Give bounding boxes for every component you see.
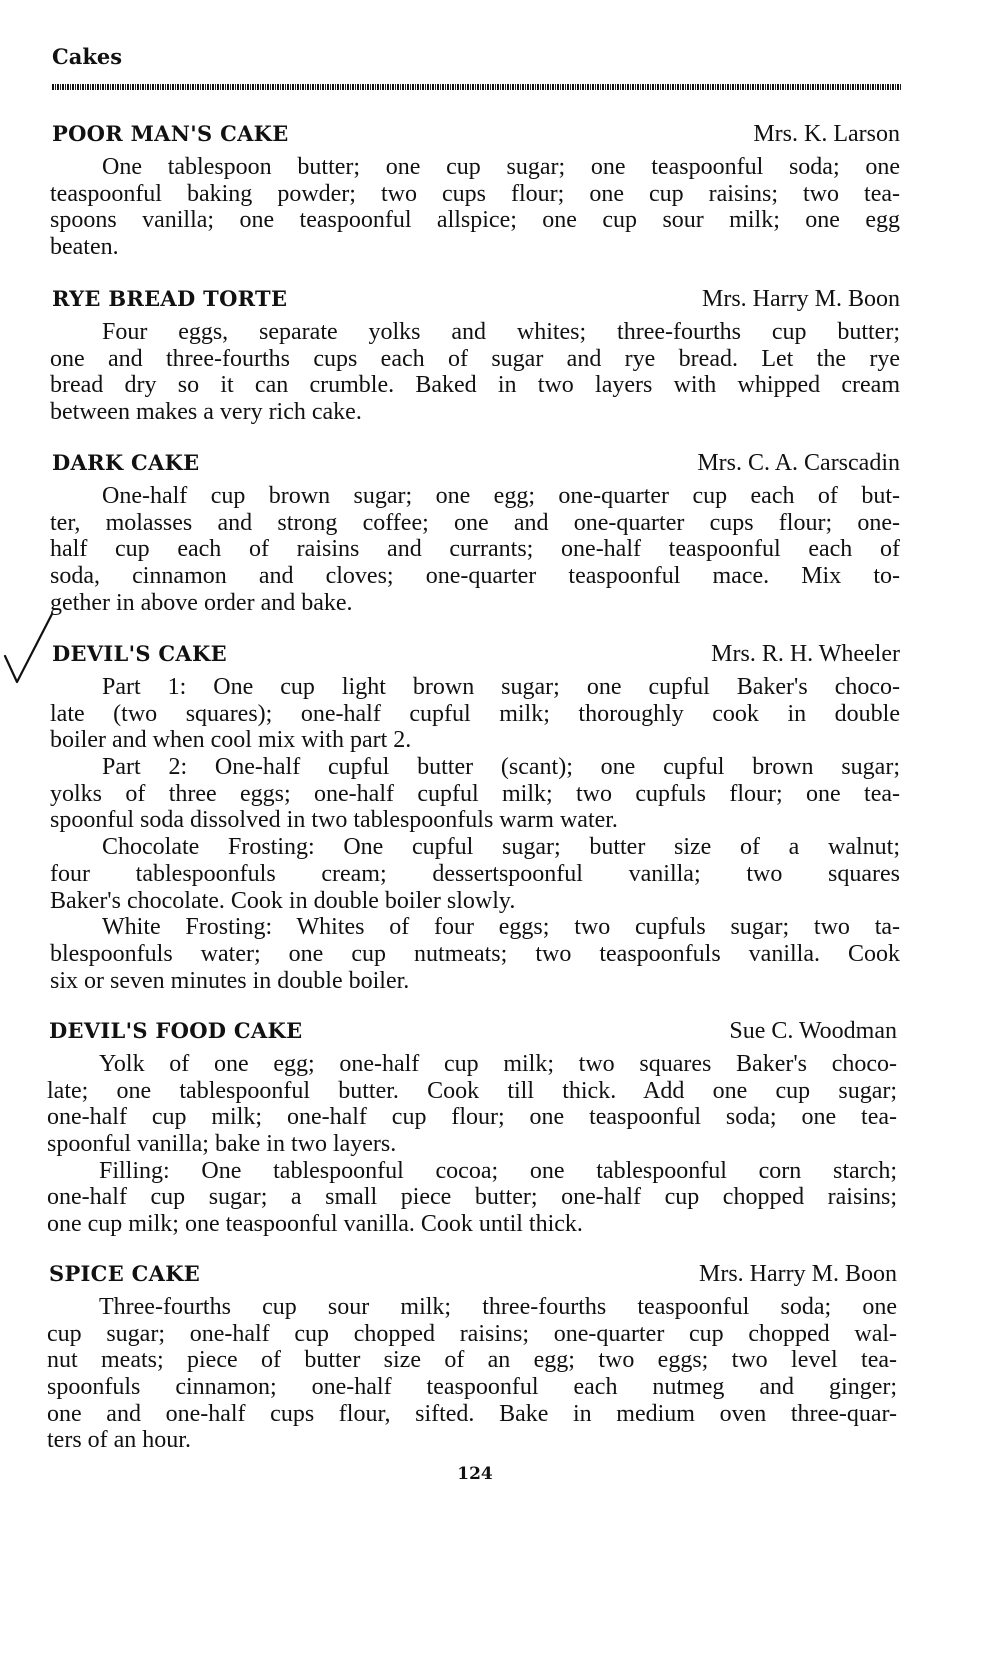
recipe-header (50, 639, 900, 669)
text-line: one cup milk; one teaspoonful vanilla. Cook until thick. (47, 1211, 583, 1238)
text-line: nut meats; piece of butter size of an egg; two eggs; two level tea- (47, 1347, 897, 1374)
text-line: one-half cup milk; one-half cup flour; one teaspoonful soda; one tea- (47, 1104, 897, 1131)
recipe-title: DARK CAKE (52, 450, 200, 475)
recipe-header (47, 1016, 897, 1046)
recipe-paragraph (50, 483, 900, 616)
recipe-body (47, 1051, 897, 1238)
recipe-header (50, 119, 900, 149)
text-line: one and three-fourths cups each of sugar and rye bread. Let the rye (50, 345, 900, 372)
recipe-body (50, 483, 900, 616)
text-line: between makes a very rich cake. (50, 399, 362, 426)
recipe-paragraph (50, 754, 900, 834)
recipe-author: Mrs. R. H. Wheeler (711, 641, 900, 667)
recipe (50, 284, 900, 426)
recipe (47, 1259, 897, 1454)
page-number: 124 (457, 1464, 493, 1484)
text-line: late; one tablespoonful butter. Cook till thick. Add one cup sugar; (47, 1077, 897, 1104)
recipe (50, 639, 900, 994)
text-line: ter, molasses and strong coffee; one and one-quarter cups flour; one- (50, 509, 900, 536)
recipe-paragraph (50, 914, 900, 994)
text-line: one and one-half cups flour, sifted. Bake in medium oven three-quar- (47, 1400, 897, 1427)
text-line: six or seven minutes in double boiler. (50, 967, 410, 994)
text-line: four tablespoonfuls cream; dessertspoonful vanilla; two squares (50, 860, 900, 887)
recipe-title: SPICE CAKE (49, 1261, 201, 1286)
recipe-title: DEVIL'S CAKE (52, 641, 227, 666)
text-line: ters of an hour. (47, 1427, 191, 1454)
text-line: boiler and when cool mix with part 2. (50, 727, 412, 754)
recipe-author: Mrs. K. Larson (753, 121, 900, 147)
recipe-author: Mrs. Harry M. Boon (702, 286, 900, 312)
decorative-rule (52, 84, 902, 90)
recipe-body (50, 154, 900, 261)
recipe-paragraph (50, 834, 900, 914)
text-line: Chocolate Frosting: One cupful sugar; butter size of a walnut; (102, 834, 900, 861)
recipe-paragraph (50, 154, 900, 261)
text-line: White Frosting: Whites of four eggs; two cupfuls sugar; two ta- (102, 914, 900, 941)
recipe-title: RYE BREAD TORTE (52, 286, 288, 311)
recipe-paragraph (47, 1294, 897, 1454)
text-line: gether in above order and bake. (50, 589, 353, 616)
running-head: Cakes (52, 44, 123, 69)
recipe-body (50, 319, 900, 426)
recipe-title: DEVIL'S FOOD CAKE (49, 1018, 303, 1043)
recipe-header (50, 284, 900, 314)
text-line: cup sugar; one-half cup chopped raisins; one-quarter cup chopped wal- (47, 1320, 897, 1347)
text-line: one-half cup sugar; a small piece butter; one-half cup chopped raisins; (47, 1184, 897, 1211)
text-line: teaspoonful baking powder; two cups flour; one cup raisins; two tea- (50, 180, 900, 207)
text-line: Baker's chocolate. Cook in double boiler slowly. (50, 887, 516, 914)
recipe-paragraph (50, 674, 900, 754)
recipe-body (50, 674, 900, 994)
text-line: spoons vanilla; one teaspoonful allspice; one cup sour milk; one egg (50, 207, 900, 234)
recipe-title: POOR MAN'S CAKE (52, 121, 289, 146)
text-line: Four eggs, separate yolks and whites; three-fourths cup butter; (102, 319, 900, 345)
text-line: Yolk of one egg; one-half cup milk; two squares Baker's choco- (99, 1051, 897, 1077)
text-line: Filling: One tablespoonful cocoa; one tablespoonful corn starch; (99, 1157, 897, 1184)
text-line: One tablespoon butter; one cup sugar; one teaspoonful soda; one (102, 154, 900, 180)
text-line: late (two squares); one-half cupful milk; thoroughly cook in double (50, 700, 900, 727)
recipe-body (47, 1294, 897, 1454)
text-line: yolks of three eggs; one-half cupful milk; two cupfuls flour; one tea- (50, 780, 900, 807)
text-line: bread dry so it can crumble. Baked in two layers with whipped cream (50, 372, 900, 399)
recipe-header (47, 1259, 897, 1289)
text-line: spoonful soda dissolved in two tablespoonfuls warm water. (50, 807, 618, 834)
text-line: One-half cup brown sugar; one egg; one-quarter cup each of but- (102, 483, 900, 509)
recipe (47, 1016, 897, 1238)
text-line: spoonful vanilla; bake in two layers. (47, 1131, 397, 1158)
text-line: Three-fourths cup sour milk; three-fourths teaspoonful soda; one (99, 1294, 897, 1320)
text-line: Part 2: One-half cupful butter (scant); one cupful brown sugar; (102, 754, 900, 781)
text-line: blespoonfuls water; one cup nutmeats; two teaspoonfuls vanilla. Cook (50, 940, 900, 967)
recipe-header (50, 448, 900, 478)
recipe-author: Mrs. Harry M. Boon (699, 1261, 897, 1287)
recipe (50, 119, 900, 261)
text-line: beaten. (50, 234, 119, 261)
text-line: soda, cinnamon and cloves; one-quarter teaspoonful mace. Mix to- (50, 563, 900, 590)
recipe-paragraph (47, 1051, 897, 1158)
recipe-author: Mrs. C. A. Carscadin (697, 450, 900, 476)
recipe-author: Sue C. Woodman (729, 1018, 897, 1044)
text-line: Part 1: One cup light brown sugar; one cupful Baker's choco- (102, 674, 900, 700)
text-line: half cup each of raisins and currants; one-half teaspoonful each of (50, 536, 900, 563)
recipe-paragraph (50, 319, 900, 426)
text-line: spoonfuls cinnamon; one-half teaspoonful each nutmeg and ginger; (47, 1374, 897, 1401)
recipe (50, 448, 900, 616)
recipe-paragraph (47, 1158, 897, 1238)
